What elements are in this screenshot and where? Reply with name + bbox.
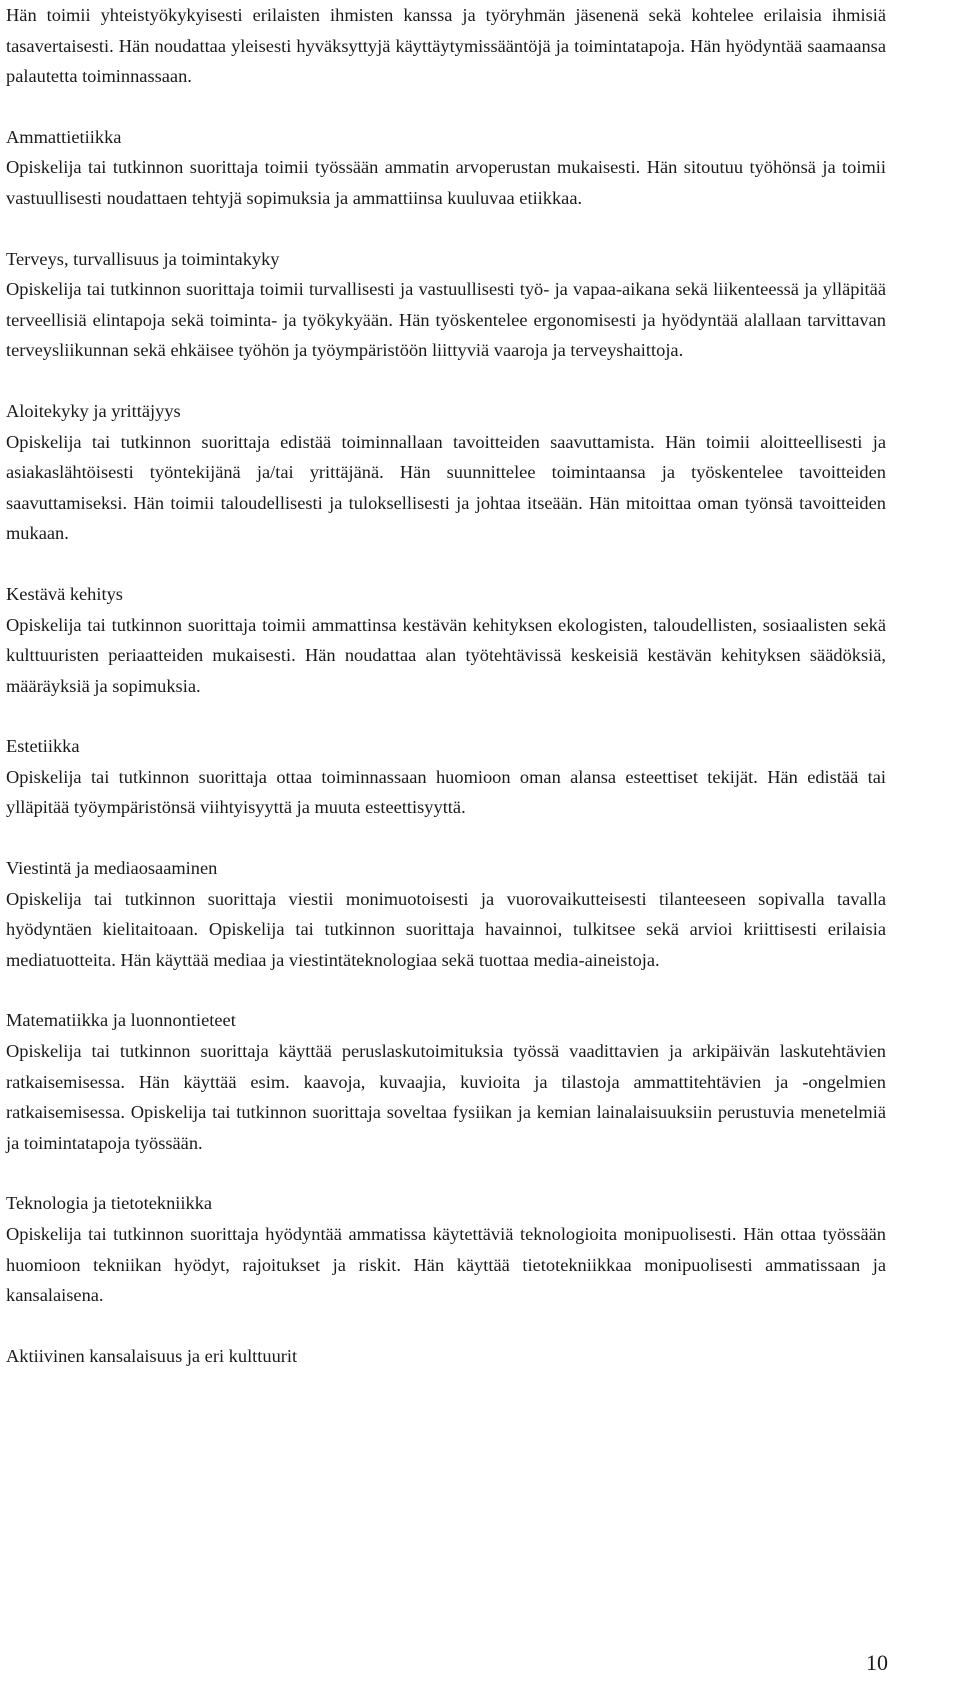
section-heading: Kestävä kehitys	[6, 583, 123, 604]
section-heading: Aloitekyky ja yrittäjyys	[6, 400, 181, 421]
section-body: Opiskelija tai tutkinnon suorittaja viestii monimuotoisesti ja vuorovaikutteisesti tilanteeseen sopivalla tavalla hyödyntäen kielitaitoaan. Opiskelija tai tutkinnon suorittaja havainnoi, tulkitsee sekä arvioi kriittisesti erilaisia mediatuotteita. Hän käyttää mediaa ja viestintäteknologiaa sekä tuottaa media-aineistoja.	[6, 888, 886, 970]
section-viestinta-mediaosaaminen	[6, 853, 886, 975]
section-heading: Ammattietiikka	[6, 126, 122, 147]
section-body: Opiskelija tai tutkinnon suorittaja edistää toiminnallaan tavoitteiden saavuttamista. Hän toimii aloitteellisesti ja asiakaslähtöisesti työntekijänä ja/tai yrittäjänä. Hän suunnittelee toimintaansa ja työskentelee tavoitteiden saavuttamiseksi. Hän toimii taloudellisesti ja tuloksellisesti ja johtaa itseään. Hän mitoittaa oman työnsä tavoitteiden mukaan.	[6, 431, 886, 544]
page-number: 10	[866, 1650, 888, 1675]
section-heading: Matematiikka ja luonnontieteet	[6, 1010, 236, 1031]
section-matematiikka-luonnontieteet	[6, 1005, 886, 1158]
section-aktiivinen-kansalaisuus	[6, 1341, 886, 1372]
section-estetiikka	[6, 731, 886, 823]
section-heading: Aktiivinen kansalaisuus ja eri kulttuurit	[6, 1345, 298, 1366]
section-body: Opiskelija tai tutkinnon suorittaja toimii turvallisesti ja vastuullisesti työ- ja vapaa-aikana sekä liikenteessä ja ylläpitää terveellisiä elintapoja sekä toiminta- ja työkykyään. Hän työskentelee ergonomisesti ja hyödyntää alallaan tarvittavan terveysliikunnan sekä ehkäisee työhön ja työympäristöön liittyviä vaaroja ja terveyshaittoja.	[6, 279, 886, 361]
section-heading: Terveys, turvallisuus ja toimintakyky	[6, 248, 280, 269]
section-body: Opiskelija tai tutkinnon suorittaja käyttää peruslaskutoimituksia työssä vaadittavien ja arkipäivän laskutehtävien ratkaisemisessa. Hän käyttää esim. kaavoja, kuvaajia, kuvioita ja tilastoja ammattitehtävien ja -ongelmien ratkaisemisessa. Opiskelija tai tutkinnon suorittaja soveltaa fysiikan ja kemian lainalaisuuksiin perustuvia menetelmiä ja toimintatapoja työssään.	[6, 1041, 886, 1153]
document-page	[6, 0, 886, 1371]
section-body: Opiskelija tai tutkinnon suorittaja toimii työssään ammatin arvoperustan mukaisesti. Hän sitoutuu työhönsä ja toimii vastuullisesti noudattaen tehtyjä sopimuksia ja ammattiinsa kuuluvaa etiikkaa.	[6, 157, 886, 208]
section-kestava-kehitys	[6, 579, 886, 701]
section-body: Opiskelija tai tutkinnon suorittaja ottaa toiminnassaan huomioon oman alansa esteettiset tekijät. Hän edistää tai ylläpitää työympäristönsä viihtyisyyttä ja muuta esteettisyyttä.	[6, 766, 886, 818]
intro-paragraph: Hän toimii yhteistyökykyisesti erilaisten ihmisten kanssa ja työryhmän jäsenenä sekä kohtelee erilaisia ihmisiä tasavertaisesti. Hän noudattaa yleisesti hyväksyttyjä käyttäytymissääntöjä ja toimintatapoja. Hän hyödyntää saamaansa palautetta toiminnassaan.	[6, 5, 886, 87]
section-heading: Viestintä ja mediaosaaminen	[6, 858, 218, 879]
section-ammattietiikka	[6, 122, 886, 214]
section-body: Opiskelija tai tutkinnon suorittaja toimii ammattinsa kestävän kehityksen ekologisten, taloudellisten, sosiaalisten sekä kulttuuristen periaatteiden mukaisesti. Hän noudattaa alan työtehtävissä keskeisiä kestävän kehityksen säädöksiä, määräyksiä ja sopimuksia.	[6, 614, 886, 696]
section-heading: Teknologia ja tietotekniikka	[6, 1193, 213, 1214]
section-heading: Estetiikka	[6, 736, 80, 757]
section-body: Opiskelija tai tutkinnon suorittaja hyödyntää ammatissa käytettäviä teknologioita monipuolisesti. Hän ottaa työssään huomioon tekniikan hyödyt, rajoitukset ja riskit. Hän käyttää tietotekniikkaa monipuolisesti ammatissaan ja kansalaisena.	[6, 1224, 886, 1306]
section-terveys-turvallisuus	[6, 244, 886, 366]
section-aloitekyky-yrittajyys	[6, 396, 886, 549]
section-teknologia-tietotekniikka	[6, 1188, 886, 1310]
